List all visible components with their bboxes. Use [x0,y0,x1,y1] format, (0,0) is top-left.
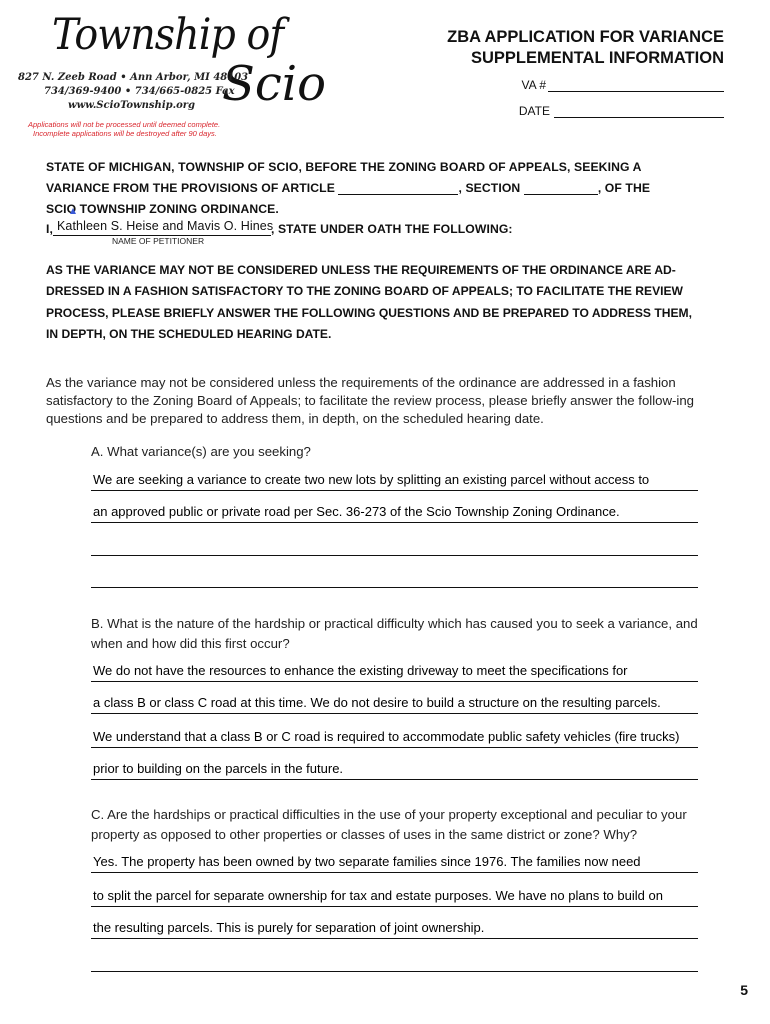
section-label: , SECTION [458,181,521,195]
answer-b-line2[interactable] [91,693,698,714]
answer-b-text1: We do not have the resources to enhance the existing driveway to meet the specifications for [93,663,628,678]
petitioner-name-value: Kathleen S. Heise and Mavis O. Hines [56,219,274,233]
answer-a-line3[interactable] [91,535,698,556]
date-label: DATE [518,104,550,118]
logo-scio-text: Scio [222,56,327,112]
form-title-line2: SUPPLEMENTAL INFORMATION [471,49,724,67]
logo-phone: 734/369-9400 • 734/665-0825 Fax [44,86,235,97]
question-c: C. Are the hardships or practical difficulties in the use of your property exceptional and peculiar to your property as opposed to other properties or classes of uses in the same district or zone? Why? [91,807,687,842]
logo-township-text: Township of [52,10,284,60]
answer-b-line4[interactable] [91,759,698,780]
va-label: VA # [521,78,546,92]
question-a: A. What variance(s) are you seeking? [91,444,311,459]
va-input-line[interactable] [548,79,724,92]
answer-c-line2[interactable] [91,886,698,907]
answer-a-text1: We are seeking a variance to create two new lots by splitting an existing parcel without access to [93,472,650,487]
answer-b-line1[interactable] [91,661,698,682]
logo-website: www.ScioTownship.org [68,100,196,111]
statement-line1: STATE OF MICHIGAN, TOWNSHIP OF SCIO, BEFORE THE ZONING BOARD OF APPEALS, SEEKING A [46,160,642,174]
statement-line2 [46,181,650,195]
question-b: B. What is the nature of the hardship or practical difficulty which has caused you to seek a variance, and when and how did this first occur? [91,616,698,651]
i-prefix: I, [46,222,53,236]
answer-c-text3: the resulting parcels. This is purely for separation of joint ownership. [93,920,485,935]
petitioner-name-field[interactable] [53,219,274,236]
answer-c-line3[interactable] [91,918,698,939]
page-number: 5 [740,982,748,998]
logo-address: 827 N. Zeeb Road • Ann Arbor, MI 48103 [18,72,249,83]
petitioner-label: NAME OF PETITIONER [112,236,205,246]
answer-b-text2: a class B or class C road at this time. We do not desire to build a structure on the resulting parcels. [93,695,661,710]
article-label: VARIANCE FROM THE PROVISIONS OF ARTICLE [46,181,335,195]
answer-a-line1[interactable] [91,470,698,491]
answer-c-text1: Yes. The property has been owned by two separate families since 1976. The families now need [93,854,641,869]
form-title-line1: ZBA APPLICATION FOR VARIANCE [447,28,724,46]
answer-c-text2: to split the parcel for separate ownership for tax and estate purposes. We have no plans to build on [93,888,663,903]
answer-b-text4: prior to building on the parcels in the future. [93,761,344,776]
article-input-line[interactable] [338,182,458,195]
answer-b-line3[interactable] [91,727,698,748]
notice-processing: Applications will not be processed until deemed complete. [28,120,221,129]
answer-c-line4[interactable] [91,951,698,972]
answer-b-text3: We understand that a class B or C road is required to accommodate public safety vehicles (fire trucks) [93,729,680,744]
edit-caret-icon [70,208,76,214]
oath-text: , STATE UNDER OATH THE FOLLOWING: [270,222,513,236]
of-the-label: , OF THE [597,181,651,195]
answer-c-line1[interactable] [91,852,698,873]
petitioner-line [46,219,513,236]
answer-a-line4[interactable] [91,567,698,588]
notice-destroyed: Incomplete applications will be destroyed after 90 days. [33,129,217,138]
answer-a-text2: an approved public or private road per Sec. 36-273 of the Scio Township Zoning Ordinance. [93,504,620,519]
va-number-field[interactable] [522,78,724,92]
answer-a-line2[interactable] [91,502,698,523]
instructions-bold: AS THE VARIANCE MAY NOT BE CONSIDERED UNLESS THE REQUIREMENTS OF THE ORDINANCE ARE AD-DRESSED IN A FASHION SATISFACTORY TO THE ZONING BOARD OF APPEALS; TO FACILITATE THE REVIEW PROCESS, PLEASE BRIEFLY ANSWER THE FOLLOWING QUESTIONS AND BE PREPARED TO ADDRESS THEM, IN DEPTH, ON THE SCHEDULED HEARING DATE. [46,263,692,341]
date-field[interactable] [519,104,724,118]
instructions: As the variance may not be considered unless the requirements of the ordinance are addressed in a fashion satisfactory to the Zoning Board of Appeals; to facilitate the review process, please briefly answer the follow-ing questions and be prepared to address them, in depth, on the scheduled hearing date. [46,375,694,426]
statement-line3: SCIO TOWNSHIP ZONING ORDINANCE. [46,202,279,216]
section-input-line[interactable] [524,182,598,195]
date-input-line[interactable] [554,105,724,118]
form-title [447,27,724,69]
